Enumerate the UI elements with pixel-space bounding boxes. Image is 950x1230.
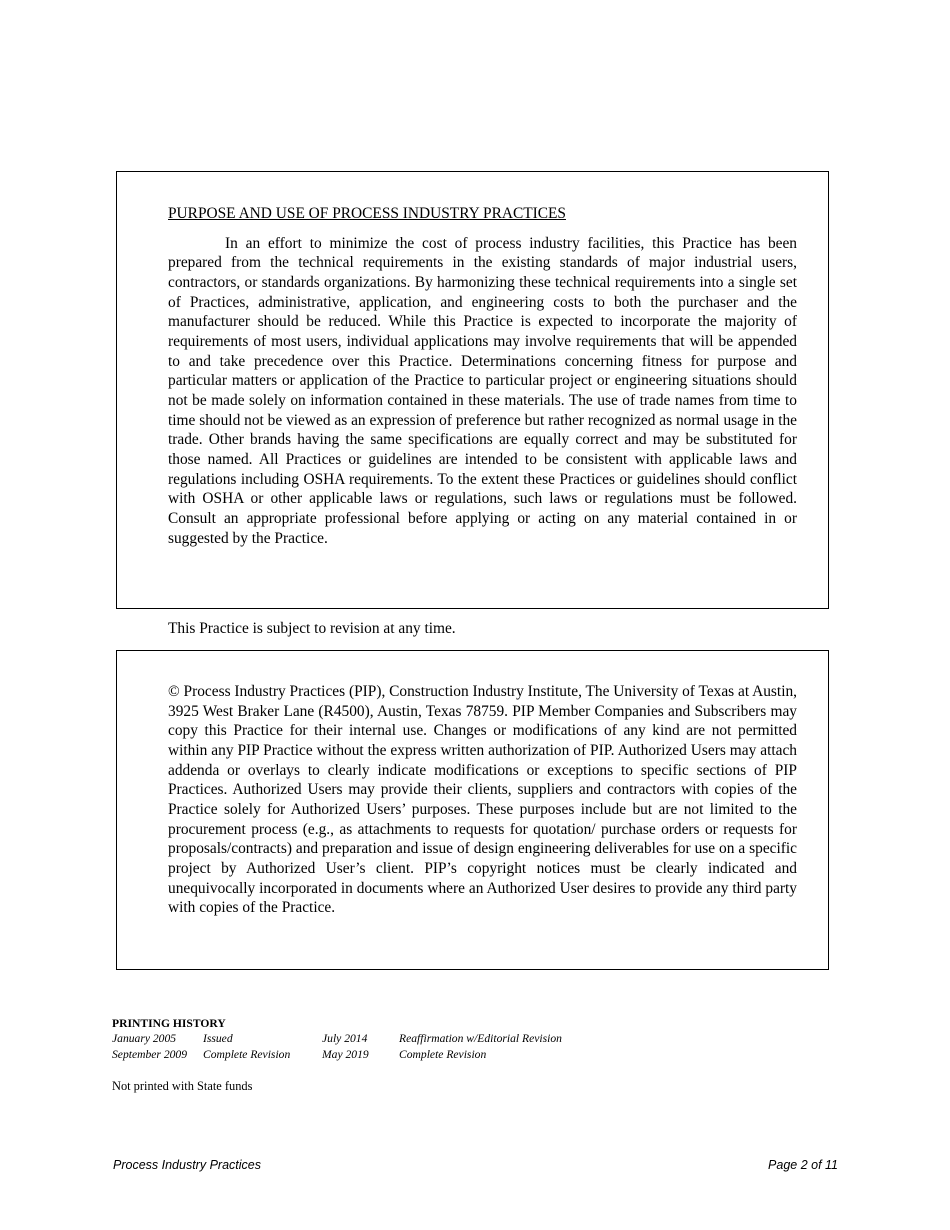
history-date: September 2009 <box>112 1048 188 1061</box>
purpose-heading: PURPOSE AND USE OF PROCESS INDUSTRY PRACTICES <box>168 205 566 222</box>
history-action: Issued <box>203 1032 233 1045</box>
copyright-content <box>168 682 797 918</box>
history-row <box>112 1047 562 1063</box>
purpose-paragraph: In an effort to minimize the cost of process industry facilities, this Practice has been prepared from the technical requirements in the existing standards of major industrial users, contractors, or standards organizations. By harmonizing these technical requirements into a single set of Practices, administrative, application, and engineering costs to both the purchaser and the manufacturer should be reduced. While this Practice is expected to incorporate the majority of requirements of most users, individual applications may involve requirements that will be appended to and take precedence over this Practice. Determinations concerning fitness for purpose and particular matters or application of the Practice to particular project or engineering situations should not be made solely on information contained in these materials. The use of trade names from time to time should not be viewed as an expression of preference but rather recognized as normal usage in the trade. Other brands having the same specifications are equally correct and may be substituted for those named. All Practices or guidelines are intended to be consistent with applicable laws and regulations including OSHA requirements. To the extent these Practices or guidelines should conflict with OSHA or other applicable laws or regulations, such laws or regulations must be followed. Consult an appropriate professional before applying or acting on any material contained in or suggested by the Practice. <box>168 234 797 547</box>
purpose-content <box>168 204 797 548</box>
history-date: May 2019 <box>322 1048 369 1061</box>
purpose-box <box>116 171 829 609</box>
history-action: Complete Revision <box>399 1048 487 1061</box>
copyright-box <box>116 650 829 970</box>
revision-note: This Practice is subject to revision at any time. <box>168 620 456 637</box>
footer-page-number: Page 2 of 11 <box>768 1158 838 1172</box>
state-funds-note: Not printed with State funds <box>112 1079 253 1093</box>
history-date: January 2005 <box>112 1032 177 1045</box>
history-date: July 2014 <box>322 1032 368 1045</box>
history-row <box>112 1031 562 1047</box>
history-action: Complete Revision <box>203 1048 291 1061</box>
printing-history-title: PRINTING HISTORY <box>112 1017 226 1030</box>
copyright-paragraph: © Process Industry Practices (PIP), Construction Industry Institute, The University of Texas at Austin, 3925 West Braker Lane (R4500), Austin, Texas 78759. PIP Member Companies and Subscribers may copy this Practice for their internal use. Changes or modifications of any kind are not permitted within any PIP Practice without the express written authorization of PIP. Authorized Users may attach addenda or overlays to clearly indicate modifications or exceptions to specific sections of PIP Practices. Authorized Users may provide their clients, suppliers and contractors with copies of the Practice solely for Authorized Users’ purposes. These purposes include but are not limited to the procurement process (e.g., as attachments to requests for quotation/ purchase orders or requests for proposals/contracts) and preparation and issue of design engineering deliverables for use on a specific project by Authorized User’s client. PIP’s copyright notices must be clearly indicated and unequivocally incorporated in documents where an Authorized User desires to provide any third party with copies of the Practice. <box>168 683 798 917</box>
footer-title: Process Industry Practices <box>113 1158 261 1172</box>
history-action: Reaffirmation w/Editorial Revision <box>399 1032 562 1045</box>
printing-history <box>112 1016 562 1063</box>
printing-history-table <box>112 1031 562 1063</box>
